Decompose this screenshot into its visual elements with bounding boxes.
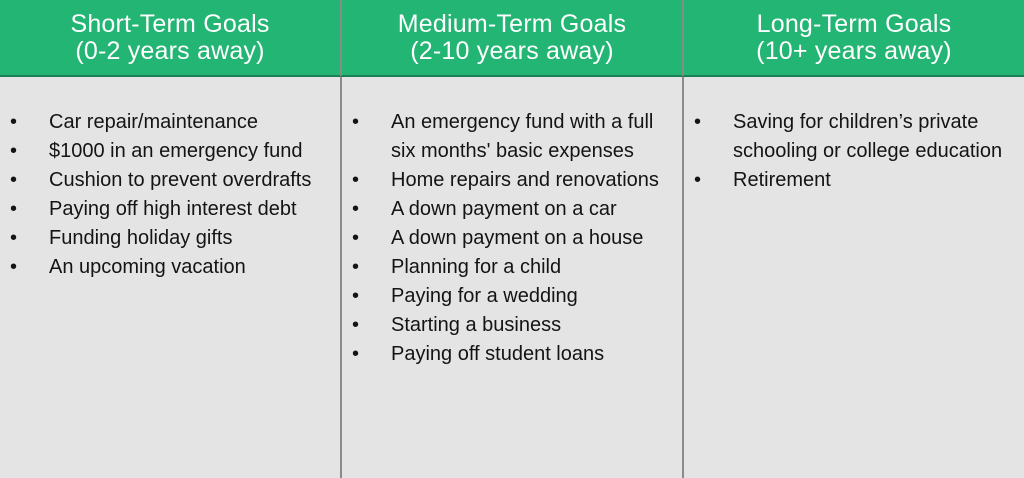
bullet-icon: • [10,111,18,133]
short-term-list [0,108,340,282]
goal-text: Planning for a child [391,256,562,278]
medium-term-list [342,108,682,369]
medium-term-title: Medium-Term Goals [397,9,627,38]
goal-text: An upcoming vacation [49,256,246,278]
goal-text: Paying for a wedding [391,285,578,307]
bullet-icon: • [10,140,18,162]
goal-item [0,224,340,253]
goal-item [0,166,340,195]
goal-item [342,253,682,282]
goal-item [684,108,1024,166]
short-term-subtitle: (0-2 years away) [75,36,265,65]
goal-item [342,195,682,224]
short-term-header [0,0,340,77]
goal-item [0,195,340,224]
bullet-icon: • [352,314,360,336]
goal-text: Retirement [733,169,831,191]
goal-item [342,166,682,195]
bullet-icon: • [352,169,360,191]
medium-term-subtitle: (2-10 years away) [410,36,614,65]
goal-text: Starting a business [391,314,562,336]
goal-item [0,253,340,282]
goal-text: Funding holiday gifts [49,227,233,249]
medium-term-header [340,0,682,77]
bullet-icon: • [10,256,18,278]
bullet-icon: • [694,169,702,191]
goal-text: A down payment on a house [391,227,644,249]
short-term-cell [0,77,340,478]
long-term-subtitle: (10+ years away) [756,36,952,65]
goal-text: Paying off high interest debt [49,198,297,220]
goal-item [342,282,682,311]
bullet-icon: • [10,227,18,249]
long-term-title: Long-Term Goals [756,9,952,38]
goal-text: $1000 in an emergency fund [49,140,303,162]
goal-item [342,108,682,166]
bullet-icon: • [10,169,18,191]
goal-text: Car repair/maintenance [49,111,258,133]
goal-text: Home repairs and renovations [391,169,659,191]
long-term-cell [682,77,1024,478]
bullet-icon: • [352,227,360,249]
bullet-icon: • [352,285,360,307]
goal-text: An emergency fund with a full six months' basic expenses [391,111,654,162]
short-term-title: Short-Term Goals [70,9,270,38]
goal-item [684,166,1024,195]
goal-item [0,108,340,137]
bullet-icon: • [352,343,360,365]
goal-text: Paying off student loans [391,343,605,365]
bullet-icon: • [694,111,702,133]
long-term-list [684,108,1024,195]
goal-text: Cushion to prevent overdrafts [49,169,312,191]
goal-item [342,311,682,340]
goal-text: A down payment on a car [391,198,617,220]
goal-item [0,137,340,166]
medium-term-cell [340,77,682,478]
bullet-icon: • [10,198,18,220]
bullet-icon: • [352,256,360,278]
goal-text: Saving for children’s private schooling or college education [733,111,1003,162]
bullet-icon: • [352,198,360,220]
long-term-header [682,0,1024,77]
goal-item [342,224,682,253]
bullet-icon: • [352,111,360,133]
goal-item [342,340,682,369]
